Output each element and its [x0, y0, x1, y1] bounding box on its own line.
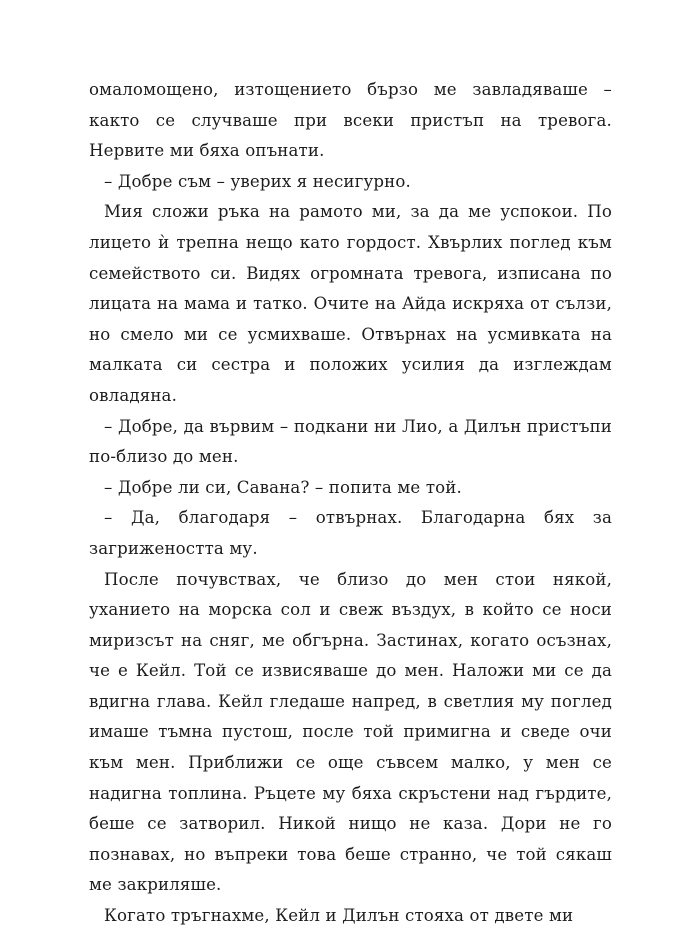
paragraph-4: – Добре, да вървим – подкани ни Лио, а Дилън пристъпи по-близо до мен.: [89, 416, 612, 467]
paragraph-7: После почувствах, че близо до мен стои някой, уханието на морска сол и свеж въздух, в който се носи миризсът на сняг, ме обгърна. Застинах, когато осъзнах, че е Кейл. Той се извисяваше до мен. Наложи ми се да вдигна глава. Кейл гледаше напред, в светлия му поглед имаше тъмна пустош, после той примигна и сведе очи към мен. Приближи се още съвсем малко, у мен се надигна топлина. Ръцете му бяха скръстени над гърдите, беше се затворил. Никой нищо не каза. Дори не го познавах, но въпреки това беше странно, че той сякаш ме закриляше.: [89, 569, 612, 895]
body-text: [89, 75, 612, 932]
paragraph-6: – Да, благодаря – отвърнах. Благодарна бях за загрижеността му.: [89, 508, 612, 558]
paragraph-1: омаломощено, изтощението бързо ме завладяваше – както се случваше при всеки пристъп на тревога. Нервите ми бяха опънати.: [89, 80, 612, 161]
paragraph-5: – Добре ли си, Савана? – попита ме той.: [104, 477, 462, 497]
paragraph-3: Мия сложи ръка на рамото ми, за да ме успокои. По лицето ѝ трепна нещо като гордост. Хвърлих поглед към семейството си. Видях огромната тревога, изписана по лицата на мама и татко. Очите на Айда искряха от сълзи, но смело ми се усмихваше. Отвърнах на усмивката на малката си сестра и положих усилия да изглеждам овладяна.: [89, 202, 612, 405]
paragraph-8: Когато тръгнахме, Кейл и Дилън стояха от двете ми: [104, 906, 574, 926]
paragraph-2: – Добре съм – уверих я несигурно.: [104, 171, 411, 191]
